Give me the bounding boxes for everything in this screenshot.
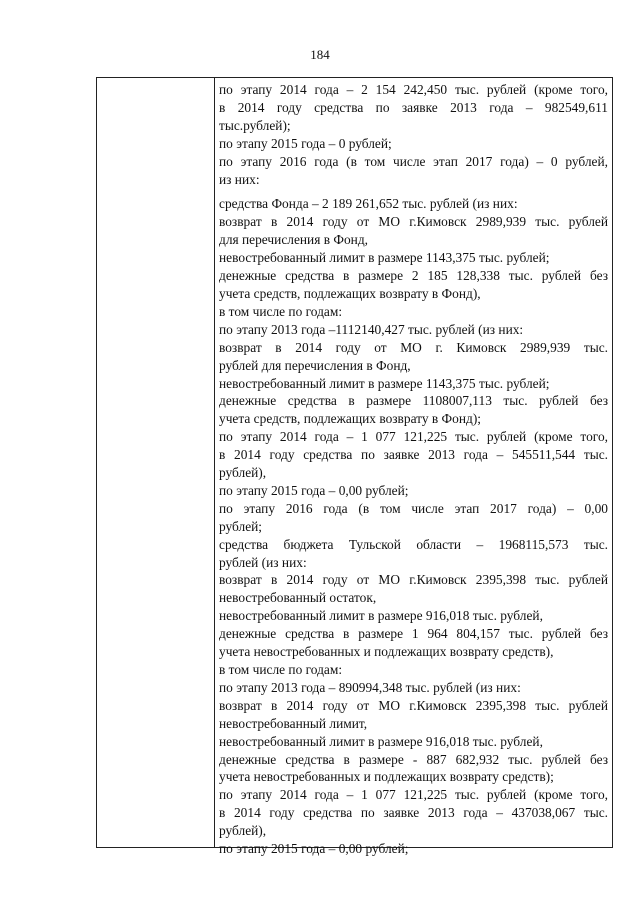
text-line: невостребованный лимит в размере 916,018 тыс. рублей, <box>219 733 543 749</box>
text-line: средства Фонда – 2 189 261,652 тыс. рублей (из них: <box>219 196 518 212</box>
text-line: учета невостребованных и подлежащих возврату средств); <box>219 769 554 785</box>
text-line: в том числе по годам: <box>219 662 343 677</box>
text-line: невостребованный остаток, <box>219 590 377 606</box>
text-line: средства бюджета Тульской области – 1968115,573 тыс. <box>219 536 608 552</box>
text-line: по этапу 2014 года – 1 077 121,225 тыс. рублей (кроме того, <box>219 429 608 445</box>
text-line: невостребованный лимит в размере 1143,375 тыс. рублей; <box>219 250 550 266</box>
text-line: тыс.рублей); <box>219 117 291 133</box>
text-line: рублей (из них: <box>219 554 307 570</box>
text-line: учета невостребованных и подлежащих возврату средств), <box>219 644 554 660</box>
text-line: возврат в 2014 году от МО г.Кимовск 2395,398 тыс. рублей <box>219 572 608 588</box>
text-line: учета средств, подлежащих возврату в Фонд); <box>219 411 481 427</box>
text-line: в том числе по годам: <box>219 303 343 319</box>
text-line: по этапу 2016 года (в том числе этап 2017 года) – 0,00 <box>219 500 608 516</box>
page-number: 184 <box>310 47 330 62</box>
text-line: возврат в 2014 году от МО г.Кимовск 2989,939 тыс. рублей <box>219 214 608 230</box>
text-line: денежные средства в размере 1 964 804,157 тыс. рублей без <box>219 626 608 642</box>
text-line: в 2014 году средства по заявке 2013 года – 437038,067 тыс. <box>219 805 608 821</box>
table-cell-content <box>219 81 608 858</box>
text-line: по этапу 2015 года – 0,00 рублей; <box>219 482 409 498</box>
text-line: рублей), <box>219 823 267 839</box>
text-line: в 2014 году средства по заявке 2013 года – 545511,544 тыс. <box>219 447 608 463</box>
text-line: из них: <box>219 171 260 187</box>
text-line: денежные средства в размере - 887 682,932 тыс. рублей без <box>219 751 608 767</box>
text-line: по этапу 2016 года (в том числе этап 2017 года) – 0 рублей, <box>219 153 608 169</box>
text-line: возврат в 2014 году от МО г. Кимовск 2989,939 тыс. <box>219 339 608 355</box>
text-line: по этапу 2015 года – 0,00 рублей; <box>219 841 409 857</box>
text-line: по этапу 2015 года – 0 рублей; <box>219 135 392 151</box>
document-table <box>96 77 613 857</box>
text-line: невостребованный лимит, <box>219 715 368 731</box>
text-line: денежные средства в размере 2 185 128,338 тыс. рублей без <box>219 268 608 284</box>
text-line: по этапу 2013 года –1112140,427 тыс. рублей (из них: <box>219 321 524 337</box>
text-line: по этапу 2014 года – 1 077 121,225 тыс. рублей (кроме того, <box>219 787 608 803</box>
text-line: рублей), <box>219 465 267 481</box>
text-line: учета средств, подлежащих возврату в Фонд), <box>219 285 481 301</box>
table-column-divider <box>214 78 215 847</box>
text-line: денежные средства в размере 1108007,113 тыс. рублей без <box>219 393 608 409</box>
text-line: невостребованный лимит в размере 1143,375 тыс. рублей; <box>219 375 550 391</box>
text-line: в 2014 году средства по заявке 2013 года – 982549,611 <box>219 99 608 115</box>
text-line: рублей для перечисления в Фонд, <box>219 357 411 373</box>
text-line: невостребованный лимит в размере 916,018 тыс. рублей, <box>219 608 543 624</box>
text-line: возврат в 2014 году от МО г.Кимовск 2395,398 тыс. рублей <box>219 697 608 713</box>
text-line: для перечисления в Фонд, <box>219 232 368 248</box>
text-line: по этапу 2014 года – 2 154 242,450 тыс. рублей (кроме того, <box>219 82 608 97</box>
text-line: по этапу 2013 года – 890994,348 тыс. рублей (из них: <box>219 679 521 695</box>
text-line: рублей; <box>219 518 263 534</box>
